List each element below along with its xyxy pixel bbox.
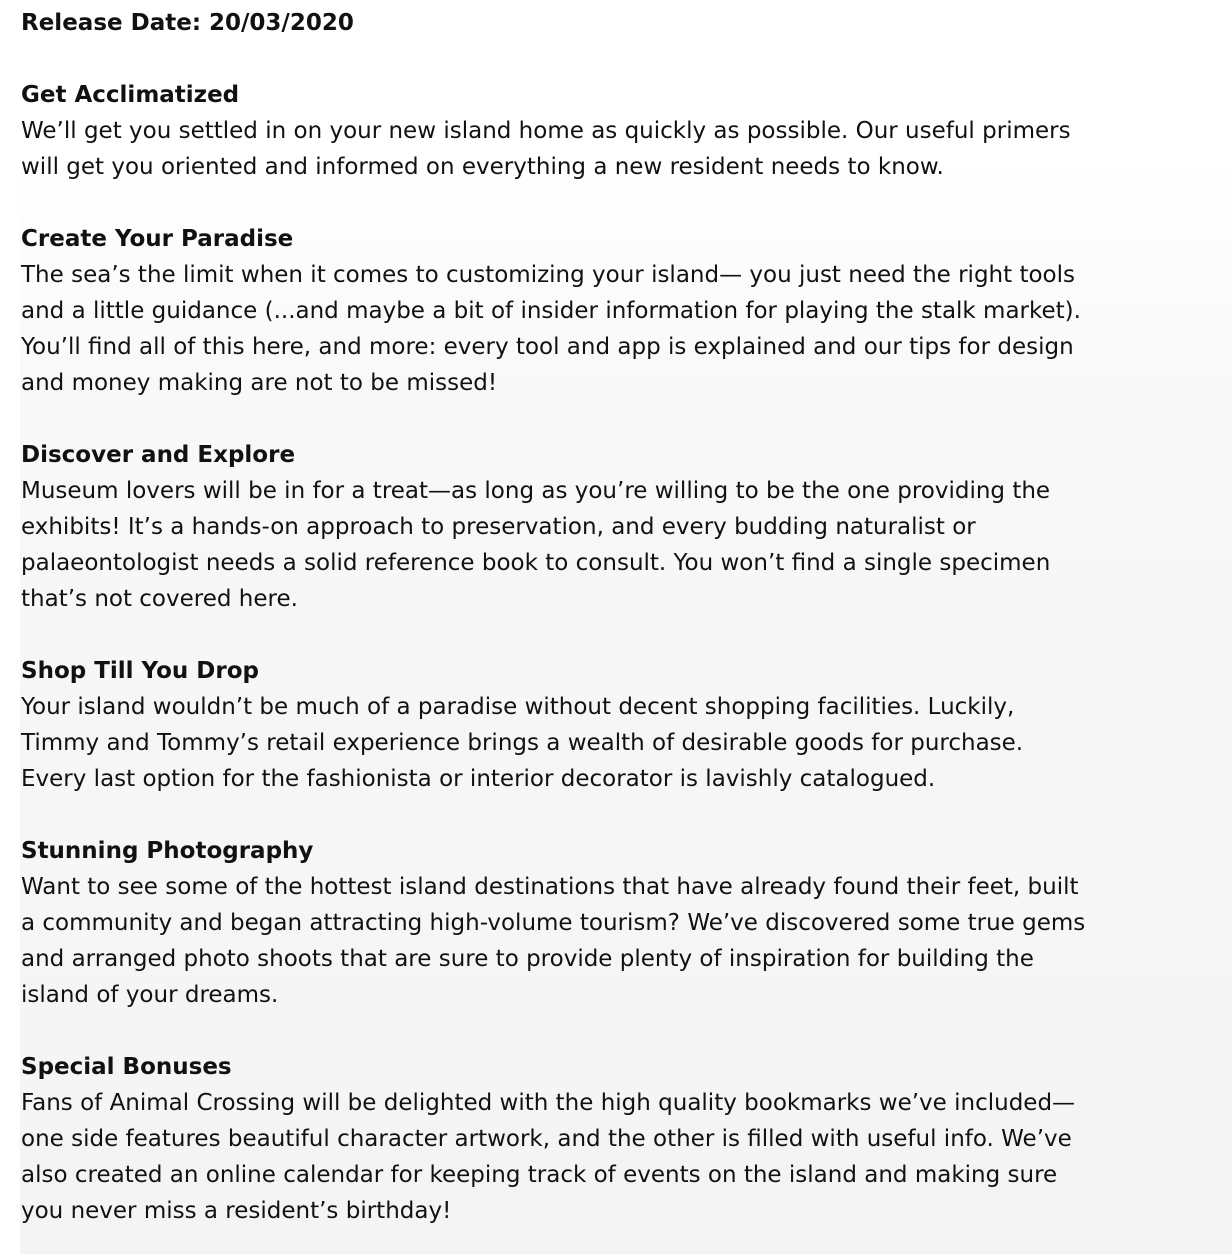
- section-body: Museum lovers will be in for a treat—as long as you’re willing to be the one providing the exhibits! It’s a hands-on approach to preservation, and every budding naturalist or palaeontologist needs a solid reference book to consult. You won’t find a single specimen that’s not covered here.: [21, 478, 1051, 612]
- section-body: Fans of Animal Crossing will be delighted with the high quality bookmarks we’ve included— one side features beautiful character artwork, and the other is filled with useful info. We’ve also created an online calendar for keeping track of events on the island and making sure you never miss a resident’s birthday!: [21, 1090, 1076, 1224]
- section-body: Want to see some of the hottest island destinations that have already found their feet, built a community and began attracting high-volume tourism? We’ve discovered some true gems and arranged photo shoots that are sure to provide plenty of inspiration for building the island of your dreams.: [21, 874, 1086, 1008]
- section-discover-and-explore: [21, 437, 1226, 617]
- section-body: Your island wouldn’t be much of a paradise without decent shopping facilities. Luckily, Timmy and Tommy’s retail experience brings a wealth of desirable goods for purchase. Every last option for the fashionista or interior decorator is lavishly catalogued.: [21, 694, 1024, 792]
- section-heading: Create Your Paradise: [21, 226, 294, 252]
- section-heading: Get Acclimatized: [21, 82, 240, 108]
- section-heading: Special Bonuses: [21, 1054, 232, 1080]
- section-heading: Shop Till You Drop: [21, 658, 259, 684]
- section-heading: Discover and Explore: [21, 442, 296, 468]
- section-heading: Stunning Photography: [21, 838, 314, 864]
- section-get-acclimatized: [21, 77, 1226, 185]
- section-stunning-photography: [21, 833, 1226, 1013]
- section-body: We’ll get you settled in on your new island home as quickly as possible. Our useful primers will get you oriented and informed on everything a new resident needs to know.: [21, 118, 1071, 180]
- release-date: Release Date: 20/03/2020: [21, 10, 354, 36]
- document-content: [21, 5, 1226, 1254]
- section-create-your-paradise: [21, 221, 1226, 401]
- section-special-bonuses: [21, 1049, 1226, 1229]
- section-body: The sea’s the limit when it comes to customizing your island— you just need the right tools and a little guidance (...and maybe a bit of insider information for playing the stalk market). You’ll find all of this here, and more: every tool and app is explained and our tips for design and money making are not to be missed!: [21, 262, 1081, 396]
- section-shop-till-you-drop: [21, 653, 1226, 797]
